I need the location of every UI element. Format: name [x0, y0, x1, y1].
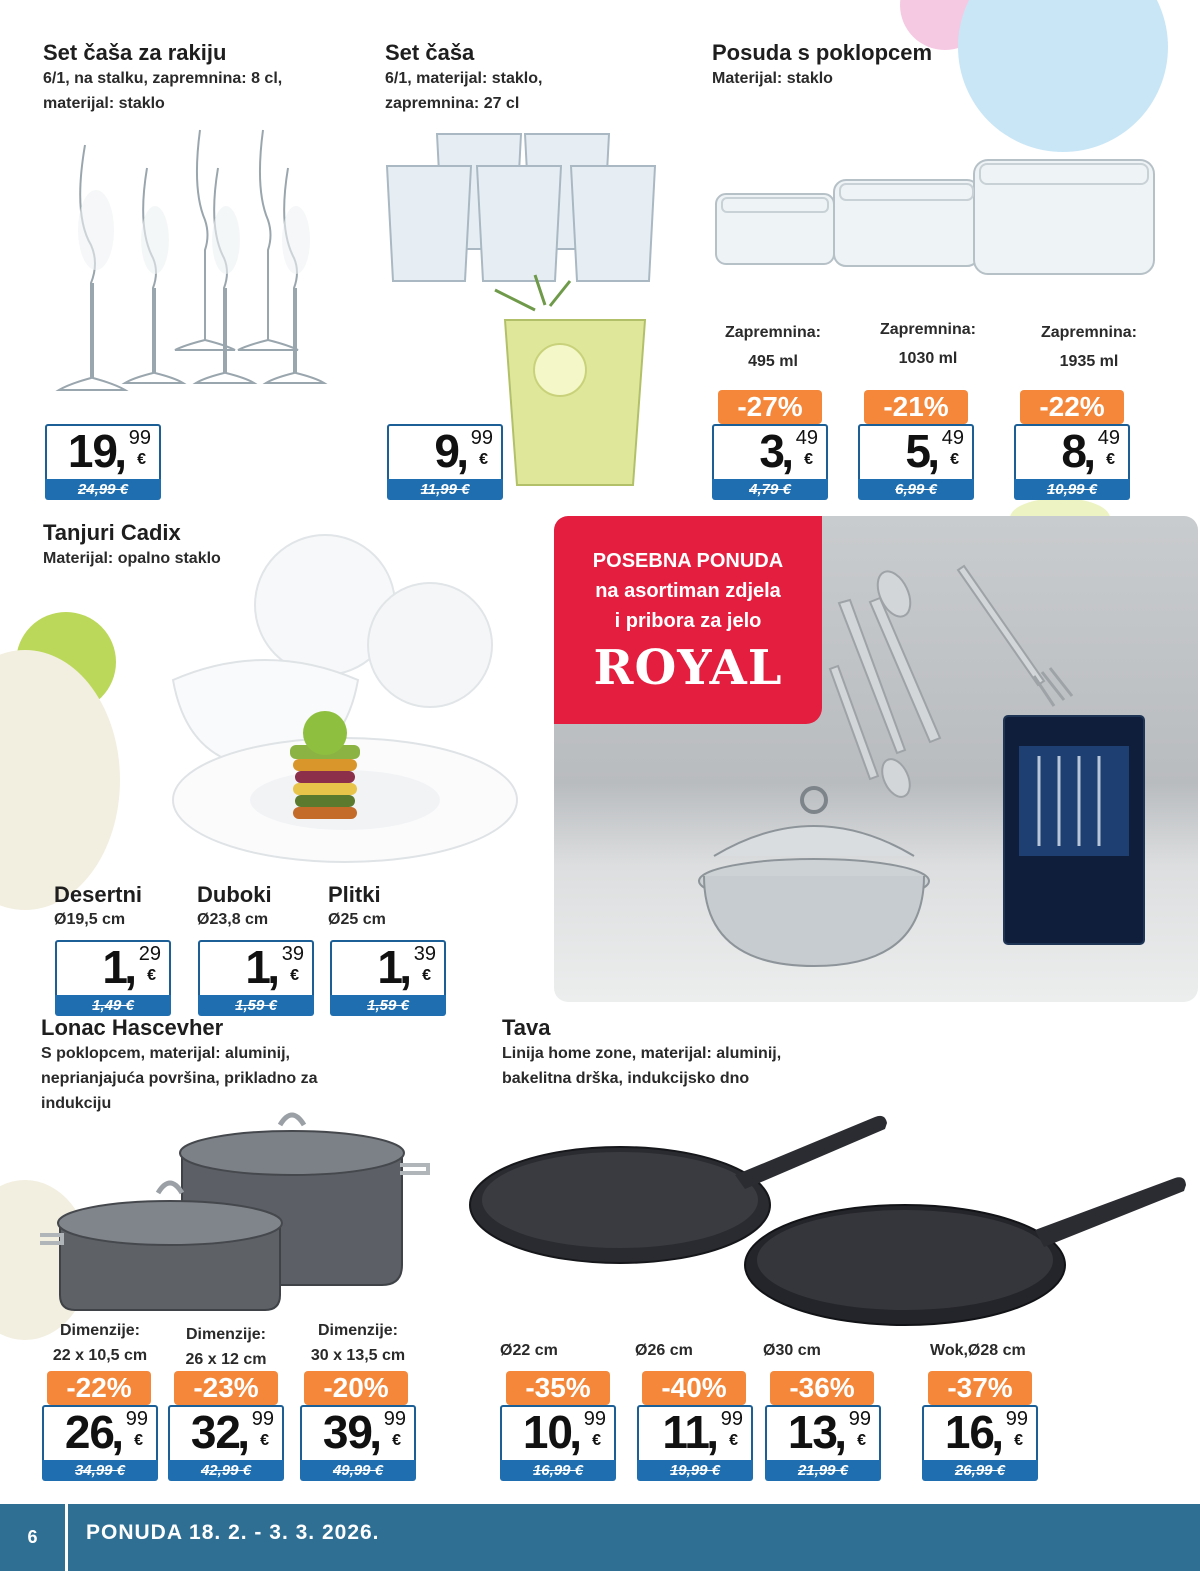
price-tag-lonac-22	[42, 1405, 158, 1481]
old-price: 11,99 €	[387, 479, 503, 500]
product-desc-rakija	[43, 66, 282, 116]
frying-pans-image	[465, 1105, 1190, 1330]
product-desc-line: zapremnina: 27 cl	[385, 95, 520, 112]
price-cents: 99	[125, 1408, 148, 1430]
pots-image	[30, 1095, 440, 1315]
product-desc-line: materijal: staklo	[43, 95, 165, 112]
decor-circle-blue	[958, 0, 1168, 152]
cutlery-and-pot-image	[634, 556, 1174, 996]
old-price: 4,79 €	[712, 479, 828, 500]
tava-variant-size: Ø22 cm	[500, 1342, 558, 1359]
price-cents: 39	[413, 943, 436, 965]
price-whole: 5	[905, 425, 930, 477]
price-cents: 99	[848, 1408, 871, 1430]
grappa-glasses-image	[55, 120, 345, 420]
price-cents: 29	[138, 943, 161, 965]
price-comma: ,	[456, 425, 469, 477]
product-title-tanjuri: Tanjuri Cadix	[43, 520, 181, 545]
variant-size-text: 22 x 10,5 cm	[52, 1347, 148, 1364]
price-cents: 99	[251, 1408, 274, 1430]
price-comma: ,	[267, 941, 280, 993]
price-cents: 99	[720, 1408, 743, 1430]
variant-size-text: 30 x 13,5 cm	[310, 1347, 406, 1364]
price-cents: 49	[795, 427, 818, 449]
posuda-variant-label	[1016, 320, 1162, 374]
price-comma: ,	[124, 941, 137, 993]
lonac-variant-label	[156, 1322, 296, 1372]
old-price: 42,99 €	[168, 1460, 284, 1481]
variant-label-text: Dimenzije:	[59, 1322, 140, 1339]
price-whole: 16	[944, 1406, 994, 1458]
price-cents: 99	[128, 427, 151, 449]
old-price: 1,49 €	[55, 995, 171, 1016]
tava-variant-size: Ø30 cm	[763, 1342, 821, 1359]
discount-badge: -27%	[718, 390, 822, 424]
price-tag-desertni	[55, 940, 171, 1016]
price-currency: €	[392, 1432, 401, 1449]
plate-variant-dim: Ø23,8 cm	[197, 911, 269, 928]
plates-image	[165, 525, 525, 870]
price-tag-posuda-1030	[858, 424, 974, 500]
old-price: 26,99 €	[922, 1460, 1038, 1481]
price-whole: 26	[64, 1406, 114, 1458]
price-whole: 11	[662, 1406, 709, 1458]
price-tag-plitki	[330, 940, 446, 1016]
variant-label-text: Dimenzije:	[317, 1322, 398, 1339]
price-tag-lonac-30	[300, 1405, 416, 1481]
page-number: 6	[0, 1504, 68, 1571]
price-comma: ,	[111, 1406, 124, 1458]
price-currency: €	[479, 451, 488, 468]
price-tag-tava-wok	[922, 1405, 1038, 1481]
price-currency: €	[260, 1432, 269, 1449]
price-currency: €	[804, 451, 813, 468]
old-price: 19,99 €	[637, 1460, 753, 1481]
variant-label-text: Zapremnina:	[724, 324, 821, 341]
price-tag-posuda-1935	[1014, 424, 1130, 500]
variant-size-text: 495 ml	[748, 353, 798, 370]
tava-variant-size: Wok,Ø28 cm	[930, 1342, 1026, 1359]
promo-text: i pribora za jelo	[614, 610, 762, 632]
plate-variant-name: Plitki	[328, 882, 381, 907]
product-title-lonac: Lonac Hascevher	[41, 1015, 224, 1040]
product-desc-line: S poklopcem, materijal: aluminij,	[41, 1045, 290, 1062]
price-whole: 1	[377, 941, 402, 993]
plate-variant-name: Duboki	[197, 882, 272, 907]
price-whole: 8	[1061, 425, 1086, 477]
variant-size-text: 1935 ml	[1059, 353, 1119, 370]
product-desc-line: Linija home zone, materijal: aluminij,	[502, 1045, 782, 1062]
old-price: 34,99 €	[42, 1460, 158, 1481]
promo-text: na asortiman zdjela	[595, 580, 781, 602]
price-whole: 13	[787, 1406, 837, 1458]
plate-variant-name: Desertni	[54, 882, 143, 907]
offer-dates: PONUDA 18. 2. - 3. 3. 2026.	[86, 1521, 380, 1544]
price-tag-tava-22	[500, 1405, 616, 1481]
price-comma: ,	[706, 1406, 719, 1458]
price-comma: ,	[399, 941, 412, 993]
price-whole: 1	[245, 941, 270, 993]
variant-label-text: Zapremnina:	[879, 321, 976, 338]
old-price: 10,99 €	[1014, 479, 1130, 500]
price-tag-rakija	[45, 424, 161, 500]
page-footer	[0, 1504, 1200, 1571]
price-currency: €	[290, 967, 299, 984]
posuda-variant-label	[700, 320, 846, 374]
promo-headline: POSEBNA PONUDA	[592, 550, 784, 572]
lonac-variant-label	[288, 1318, 428, 1368]
product-desc-line: indukciju	[41, 1095, 112, 1112]
price-tag-posuda-495	[712, 424, 828, 500]
variant-label-text: Dimenzije:	[185, 1326, 266, 1343]
product-title-posuda: Posuda s poklopcem	[712, 40, 933, 65]
price-cents: 99	[470, 427, 493, 449]
promo-royal-banner[interactable]	[554, 516, 1198, 1002]
discount-badge: -23%	[174, 1371, 278, 1405]
price-currency: €	[422, 967, 431, 984]
price-whole: 32	[190, 1406, 240, 1458]
price-currency: €	[592, 1432, 601, 1449]
price-comma: ,	[927, 425, 940, 477]
price-whole: 1	[102, 941, 127, 993]
price-currency: €	[950, 451, 959, 468]
product-title-casa: Set čaša	[385, 40, 475, 65]
price-comma: ,	[569, 1406, 582, 1458]
old-price: 24,99 €	[45, 479, 161, 500]
price-comma: ,	[1083, 425, 1096, 477]
price-currency: €	[134, 1432, 143, 1449]
price-currency: €	[1014, 1432, 1023, 1449]
royal-logo: ROYAL	[593, 640, 783, 696]
price-cents: 39	[281, 943, 304, 965]
old-price: 1,59 €	[198, 995, 314, 1016]
old-price: 6,99 €	[858, 479, 974, 500]
price-whole: 19	[67, 425, 117, 477]
price-cents: 49	[1097, 427, 1120, 449]
price-whole: 10	[522, 1406, 572, 1458]
price-comma: ,	[237, 1406, 250, 1458]
lonac-variant-label	[30, 1318, 170, 1368]
variant-size-text: 26 x 12 cm	[185, 1351, 267, 1368]
price-cents: 99	[383, 1408, 406, 1430]
price-tag-lonac-26	[168, 1405, 284, 1481]
product-title-tava: Tava	[502, 1015, 551, 1040]
tava-variant-size: Ø26 cm	[635, 1342, 693, 1359]
discount-badge: -36%	[770, 1371, 874, 1405]
old-price: 1,59 €	[330, 995, 446, 1016]
price-currency: €	[137, 451, 146, 468]
price-cents: 49	[941, 427, 964, 449]
price-currency: €	[729, 1432, 738, 1449]
price-tag-duboki	[198, 940, 314, 1016]
product-desc-casa	[385, 66, 542, 116]
discount-badge: -35%	[506, 1371, 610, 1405]
price-currency: €	[1106, 451, 1115, 468]
product-title-rakija: Set čaša za rakiju	[43, 40, 227, 65]
old-price: 16,99 €	[500, 1460, 616, 1481]
price-tag-casa	[387, 424, 503, 500]
product-desc-posuda: Materijal: staklo	[712, 70, 833, 87]
price-tag-tava-30	[765, 1405, 881, 1481]
product-desc-line: neprianjajuća površina, prikladno za	[41, 1070, 318, 1087]
glass-containers-image	[712, 150, 1160, 290]
price-tag-tava-26	[637, 1405, 753, 1481]
old-price: 49,99 €	[300, 1460, 416, 1481]
variant-size-text: 1030 ml	[898, 350, 958, 367]
price-comma: ,	[114, 425, 127, 477]
price-cents: 99	[1005, 1408, 1028, 1430]
price-whole: 3	[759, 425, 784, 477]
discount-badge: -22%	[1020, 390, 1124, 424]
plate-variant-dim: Ø19,5 cm	[54, 911, 126, 928]
price-whole: 9	[434, 425, 459, 477]
discount-badge: -21%	[864, 390, 968, 424]
plate-variant-dim: Ø25 cm	[328, 911, 386, 928]
price-currency: €	[857, 1432, 866, 1449]
price-comma: ,	[369, 1406, 382, 1458]
product-desc-line: 6/1, materijal: staklo,	[385, 70, 543, 87]
variant-label-text: Zapremnina:	[1040, 324, 1137, 341]
discount-badge: -20%	[304, 1371, 408, 1405]
product-desc-line: 6/1, na stalku, zapremnina: 8 cl,	[43, 70, 283, 87]
old-price: 21,99 €	[765, 1460, 881, 1481]
discount-badge: -40%	[642, 1371, 746, 1405]
discount-badge: -37%	[928, 1371, 1032, 1405]
price-cents: 99	[583, 1408, 606, 1430]
price-comma: ,	[991, 1406, 1004, 1458]
posuda-variant-label	[855, 317, 1001, 371]
discount-badge: -22%	[47, 1371, 151, 1405]
price-comma: ,	[781, 425, 794, 477]
product-desc-tava	[502, 1041, 781, 1091]
price-whole: 39	[322, 1406, 372, 1458]
product-desc-line: bakelitna drška, indukcijsko dno	[502, 1070, 750, 1087]
price-comma: ,	[834, 1406, 847, 1458]
product-desc-tanjuri: Materijal: opalno staklo	[43, 550, 221, 567]
price-currency: €	[147, 967, 156, 984]
